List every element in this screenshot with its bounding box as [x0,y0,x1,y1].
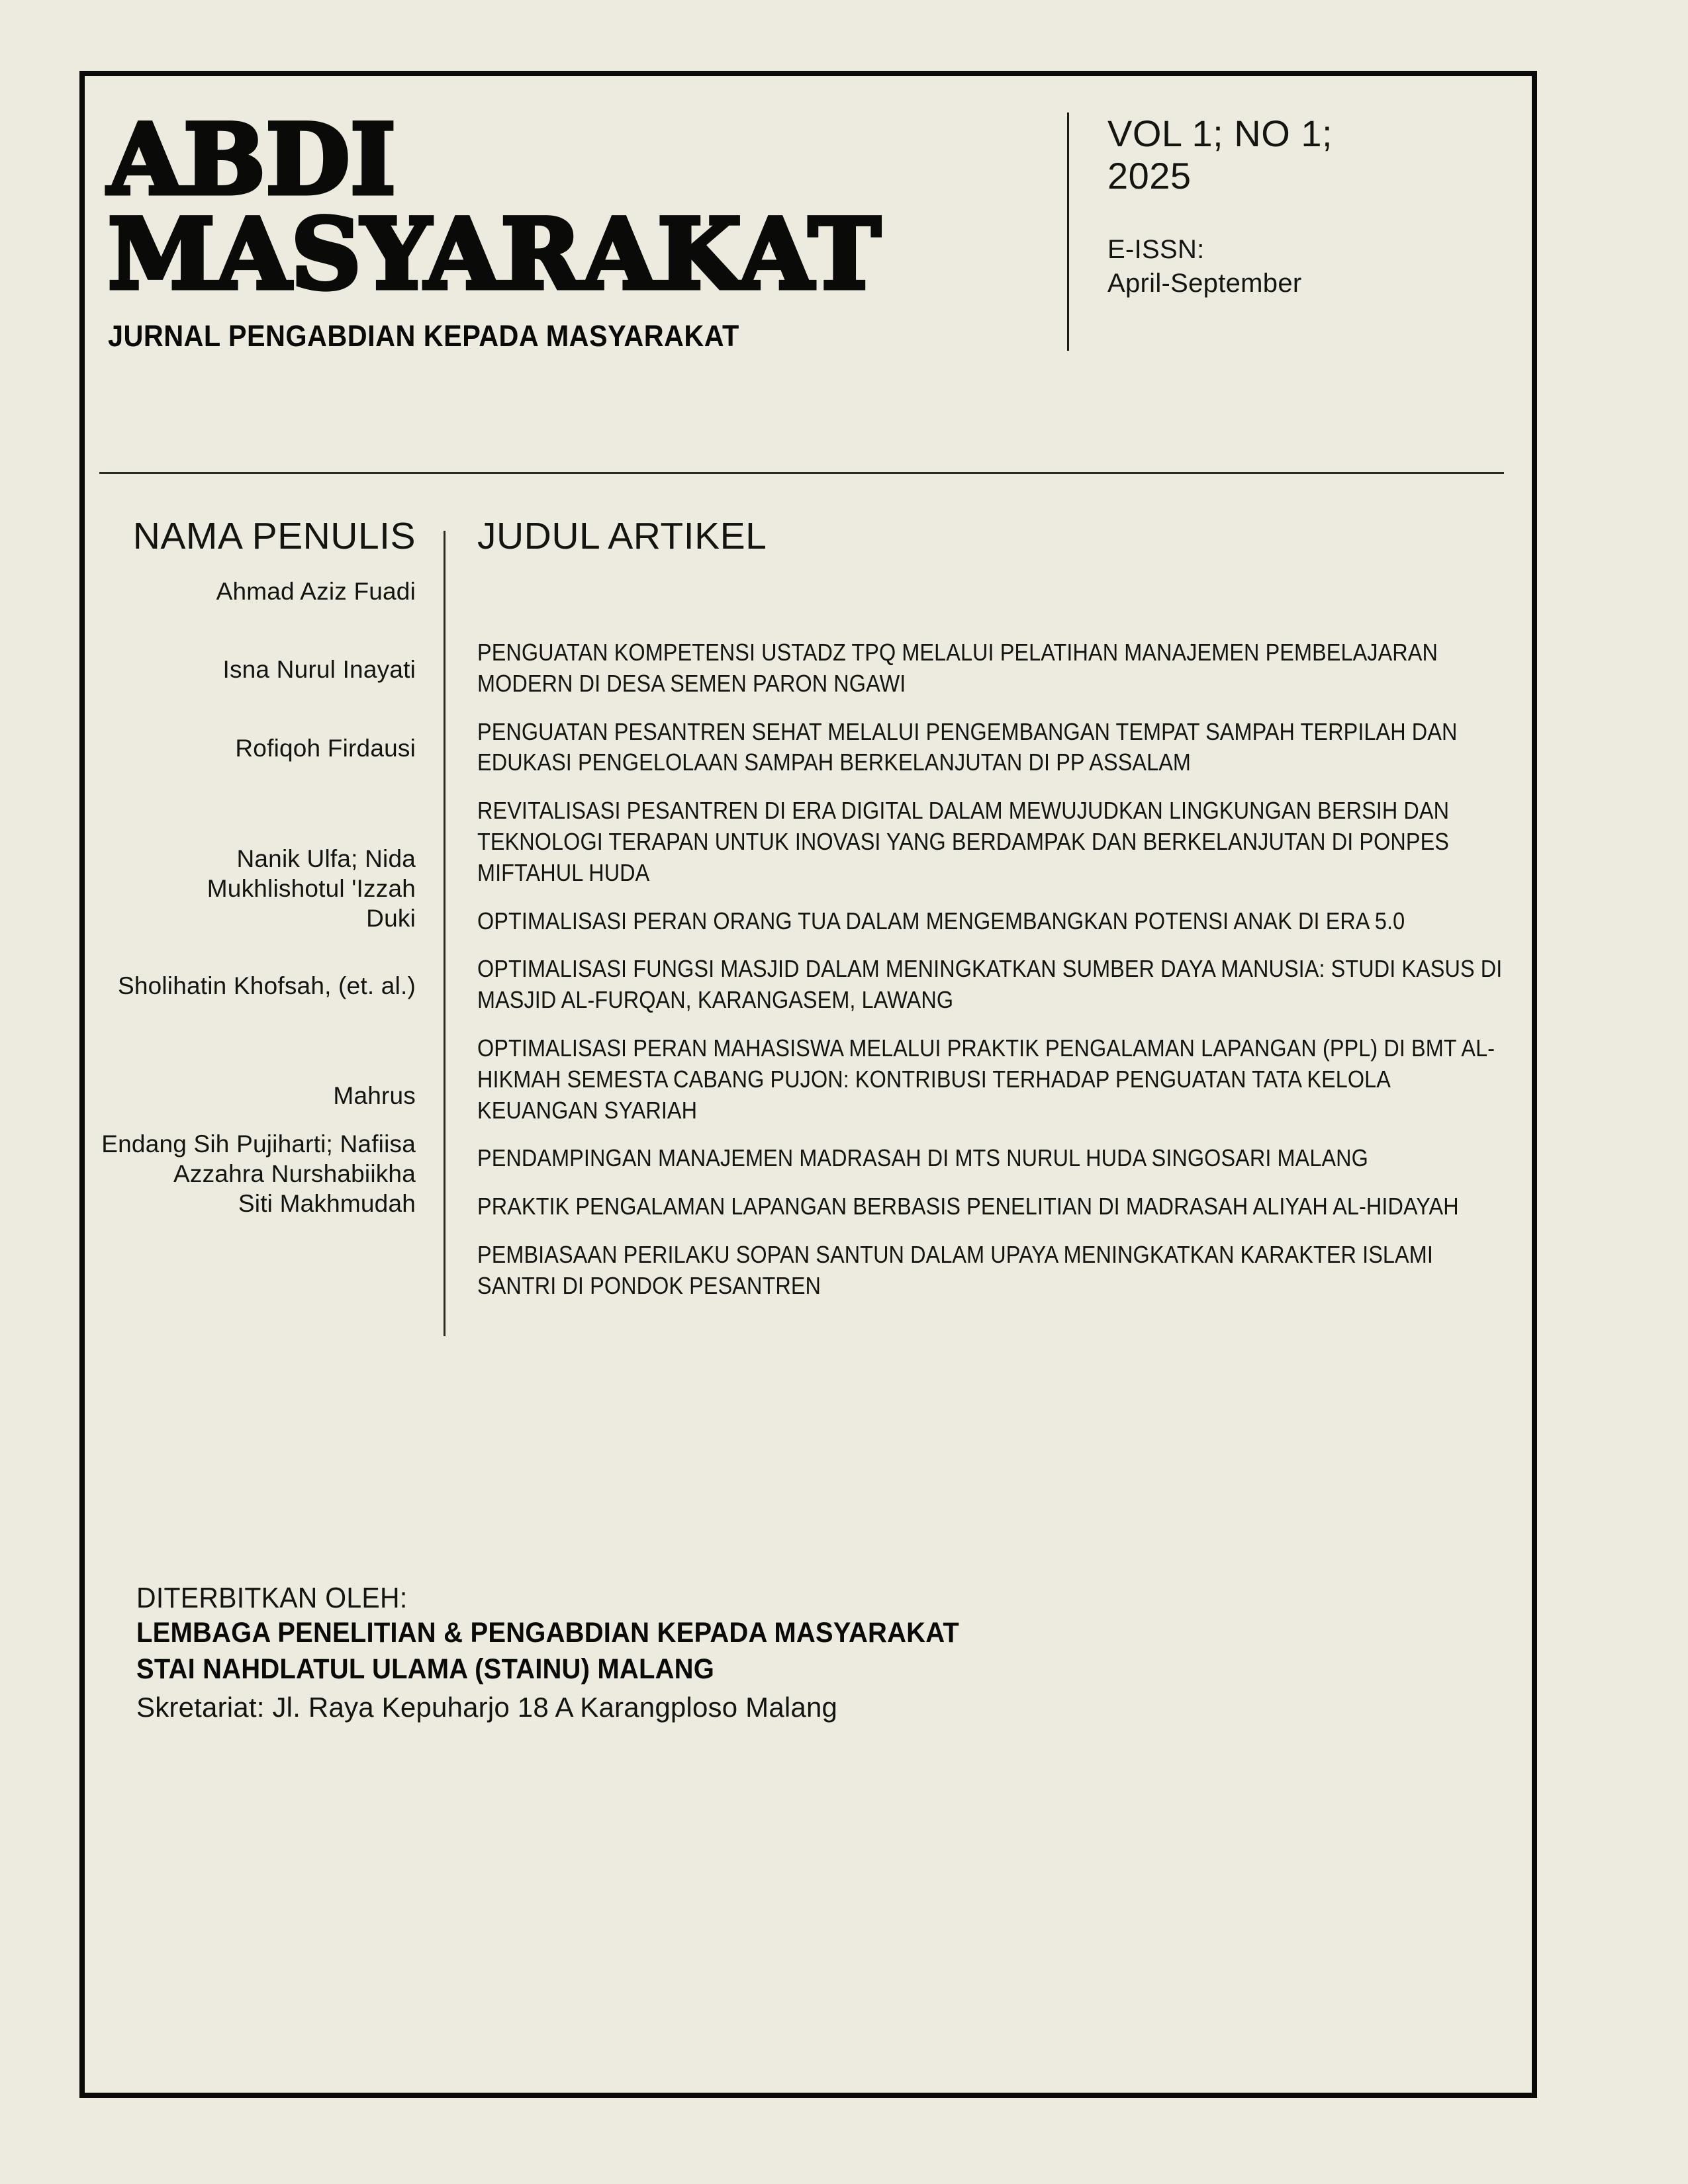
journal-title-line-2: MASYARAKAT [108,198,882,312]
titles-column-header: JUDUL ARTIKEL [477,515,767,557]
article-title: PEMBIASAAN PERILAKU SOPAN SANTUN DALAM UPAYA MENINGKATKAN KARAKTER ISLAMI SANTRI DI PONDOK PESANTREN [477,1240,1433,1299]
authors-column [99,516,444,1336]
publisher-label: DITERBITKAN OLEH: [136,1582,408,1614]
article-title: OPTIMALISASI FUNGSI MASJID DALAM MENINGKATKAN SUMBER DAYA MANUSIA: STUDI KASUS DI MASJID AL-FURQAN, KARANGASEM, LAWANG [477,955,1503,1014]
article-title: REVITALISASI PESANTREN DI ERA DIGITAL DALAM MEWUJUDKAN LINGKUNGAN BERSIH DAN TEKNOLOGI TERAPAN UNTUK INOVASI YANG BERDAMPAK DAN BERKELANJUTAN DI PONPES MIFTAHUL HUDA [477,797,1450,886]
masthead [99,93,1517,450]
article-title: PRAKTIK PENGALAMAN LAPANGAN BERBASIS PENELITIAN DI MADRASAH ALIYAH AL-HIDAYAH [477,1193,1459,1220]
author-name: Siti Makhmudah [238,1190,416,1218]
table-of-contents [99,516,1517,1336]
cover-content [99,93,1517,2078]
article-title: OPTIMALISASI PERAN MAHASISWA MELALUI PRAKTIK PENGALAMAN LAPANGAN (PPL) DI BMT AL-HIKMAH SEMESTA CABANG PUJON: KONTRIBUSI TERHADAP PENGUATAN TATA KELOLA KEUANGAN SYARIAH [477,1034,1495,1124]
titles-column [445,516,1517,1336]
article-title: PENGUATAN PESANTREN SEHAT MELALUI PENGEMBANGAN TEMPAT SAMPAH TERPILAH DAN EDUKASI PENGELOLAAN SAMPAH BERKELANJUTAN DI PP ASSALAM [477,717,1458,776]
volume-info-block [1067,113,1491,351]
issn-block [1107,233,1491,300]
author-name: Sholihatin Khofsah, (et. al.) [117,972,416,999]
author-name: Endang Sih Pujiharti; Nafiisa Azzahra Nurshabiikha [101,1130,416,1188]
publisher-block [136,1582,1262,1723]
publisher-address: Skretariat: Jl. Raya Kepuharjo 18 A Karangploso Malang [136,1692,838,1723]
author-name: Isna Nurul Inayati [222,655,416,683]
masthead-divider-rule [99,472,1504,474]
authors-list [99,576,416,1219]
author-name: Rofiqoh Firdausi [235,735,416,762]
author-name: Ahmad Aziz Fuadi [216,577,416,605]
titles-list [477,637,1517,1302]
publisher-name-line-2: STAI NAHDLATUL ULAMA (STAINU) MALANG [136,1653,715,1686]
journal-title-line-1: ABDI [108,103,397,216]
issue-period: April-September [1107,268,1302,298]
article-title: PENDAMPINGAN MANAJEMEN MADRASAH DI MTS NURUL HUDA SINGOSARI MALANG [477,1144,1368,1172]
issn-label: E-ISSN: [1107,234,1205,264]
article-title: PENGUATAN KOMPETENSI USTADZ TPQ MELALUI PELATIHAN MANAJEMEN PEMBELAJARAN MODERN DI DESA SEMEN PARON NGAWI [477,638,1438,697]
journal-subtitle: JURNAL PENGABDIAN KEPADA MASYARAKAT [108,319,739,353]
author-name: Mahrus [333,1082,416,1110]
publisher-name-line-1: LEMBAGA PENELITIAN & PENGABDIAN KEPADA MASYARAKAT [136,1617,959,1649]
author-name: Duki [366,904,416,932]
author-name: Nanik Ulfa; Nida Mukhlishotul 'Izzah [207,844,416,902]
volume-number-line-1: VOL 1; NO 1; [1107,113,1333,154]
masthead-title-block [108,103,1055,353]
volume-number-line-2: 2025 [1107,154,1192,197]
article-title: OPTIMALISASI PERAN ORANG TUA DALAM MENGEMBANGKAN POTENSI ANAK DI ERA 5.0 [477,907,1405,934]
authors-column-header: NAMA PENULIS [132,515,416,557]
journal-title [108,103,1055,312]
